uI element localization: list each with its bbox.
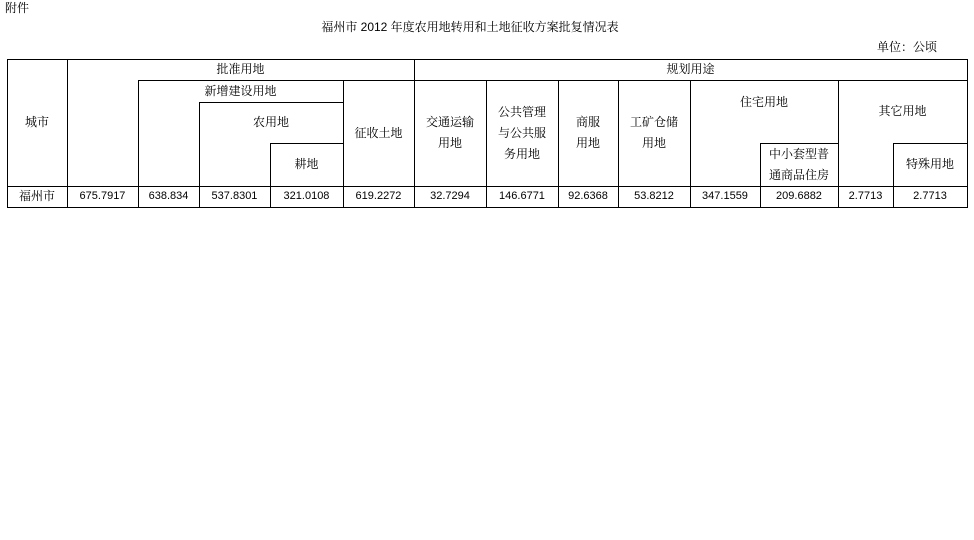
cell-residential-land: 347.1559 [702,190,748,202]
header-label: 耕地 [294,157,319,171]
header-line: 用地 [437,136,462,150]
header-new-construction-land [138,80,343,102]
header-farmland [199,102,343,143]
header-transport-land [414,80,486,186]
cell-new-construction-land: 638.834 [148,190,189,202]
header-line: 务用地 [503,146,540,161]
header-line: 商服 [575,115,600,129]
header-small-commodity-housing [760,143,838,186]
header-residential-land [690,80,838,124]
header-line: 与公共服 [497,125,546,140]
cell-special-land: 2.7713 [913,190,947,202]
header-approved-land [67,59,414,80]
cell-transport-land: 32.7294 [430,190,470,202]
header-expropriated-land [343,80,414,186]
header-label: 规划用途 [666,62,715,76]
header-industrial-storage-land [618,80,690,186]
cell-public-service-land: 146.6771 [499,190,545,202]
header-planned-use [414,59,967,80]
header-special-land [893,143,967,186]
header-other-land [838,80,967,143]
header-line: 用地 [575,136,600,150]
cell-farmland: 537.8301 [211,190,258,202]
header-public-service-land [486,80,558,186]
cell-other-land: 2.7713 [848,190,883,202]
cell-city: 福州市 [18,189,55,203]
header-label: 新增建设用地 [204,83,277,98]
header-commercial-land [558,80,618,186]
document-title: 福州市 2012 年度农用地转用和土地征收方案批复情况表 [321,20,619,34]
header-cultivated-land [270,143,343,186]
header-label: 住宅用地 [739,94,788,109]
header-line: 用地 [641,136,666,150]
header-line: 通商品住房 [768,167,829,182]
header-label: 城市 [24,115,49,129]
header-label: 批准用地 [216,62,265,76]
cell-small-commodity-housing: 209.6882 [776,190,822,202]
header-line: 工矿仓储 [629,115,678,129]
header-line: 中小套型普 [768,146,829,161]
cell-expropriated-land: 619.2272 [355,190,402,202]
header-line: 公共管理 [497,104,546,119]
cell-industrial-storage-land: 53.8212 [634,190,674,202]
unit-label: 单位：公顷 [877,40,938,54]
header-city [7,59,67,186]
header-label: 征收土地 [354,125,403,140]
header-label: 其它用地 [878,104,927,118]
header-label: 农用地 [252,115,289,129]
cell-cultivated-land: 321.0108 [283,190,330,202]
cell-approved-land-total: 675.7917 [79,190,126,202]
cell-commercial-land: 92.6368 [568,190,608,202]
header-label: 特殊用地 [905,157,954,171]
attachment-label: 附件 [5,1,30,15]
header-line: 交通运输 [425,115,474,129]
grid-line-horizontal [7,207,968,208]
